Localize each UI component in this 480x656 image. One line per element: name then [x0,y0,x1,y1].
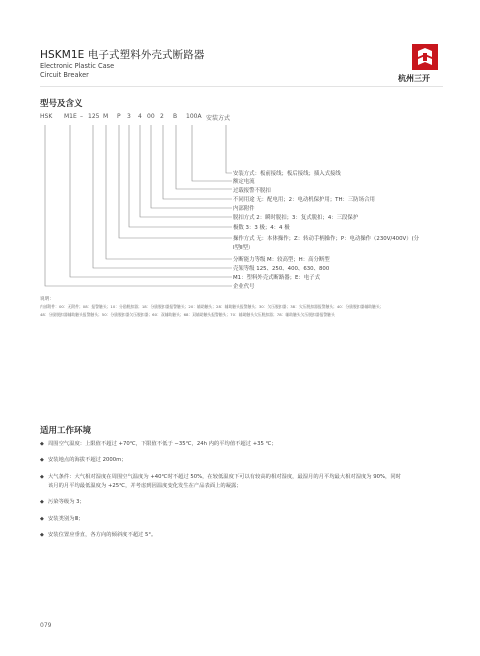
code-part-operation: P [117,113,121,120]
bullet-icon: ◆ [40,515,44,522]
code-part-type: M1E [64,113,77,120]
page-title: HSKM1E 电子式塑料外壳式断路器 [40,49,205,61]
brand-name: 杭州三开 [398,74,430,83]
bullet-icon: ◆ [40,499,44,506]
annotation-install-method: 安装方式：板前接线；板后接线；插入式接线 [233,171,341,177]
code-part-trip: 4 [138,113,142,120]
english-subtitle-line-1: Electronic Plastic Case [40,62,115,70]
code-part-accessory: 00 [147,113,155,120]
annotation-operation-mode-cont: Ⅰ型Ⅱ型） [233,245,254,251]
list-item-text: 安装地点的海拔不超过 2000m； [48,457,127,464]
bullet-icon: ◆ [40,473,44,480]
list-item-text: 安装类别为Ⅲ； [48,515,84,522]
annotation-trip-mode: 脱扣方式 2：瞬时脱扣；3：复式脱扣；4：三段保护 [233,215,359,221]
note-line-1: 内部附件：00：无附件；08：报警触头；10：分励脱扣器；18：分励脱扣器报警触头；20：辅助触头；28：辅助触头报警触头；30：欠压脱扣器；38：欠压脱扣器报警触头；40：分励脱扣器辅助触头； [40,304,384,309]
code-part-usage: 2 [160,113,164,120]
english-subtitle-line-2: Circuit Breaker [40,71,89,79]
list-item [40,515,448,523]
list-item-text: 周围空气温度：上限值不超过 +70℃，下限值不低于 −35℃，24h 内的平均值不超过 +35 ℃； [48,441,277,447]
list-item-text: 该月的月平均最低温度为 +25℃，并考虑到因温度变化发生在产品表面上的凝露； [48,482,242,489]
list-item [40,531,448,539]
model-section-heading: 型号及含义 [40,99,83,109]
list-item [40,473,448,481]
list-item [40,498,448,506]
bullet-icon: ◆ [40,457,44,464]
code-part-current: 100A [186,113,202,120]
annotation-rated-current: 额定电流 [233,179,255,185]
annotation-company-code: 企业代号 [233,284,255,290]
environment-section-heading: 适用工作环境 [40,426,92,436]
bullet-icon: ◆ [40,531,44,538]
list-item [40,440,448,448]
annotation-usage: 不同用途 无：配电用；2：电动机保护用；TH：三防场合用 [233,197,375,203]
annotation-alarm-no-trip: 过载报警不脱扣 [233,188,271,194]
code-part-breaking: M [103,113,109,120]
annotation-breaker-type: M1：塑料外壳式断路器；E：电子式 [233,275,320,281]
bullet-icon: ◆ [40,441,44,447]
list-item-text: 污染等级为 3； [48,499,85,506]
annotation-internal-accessory: 内部附件 [233,206,255,212]
note-line-2: 48：分励脱扣器辅助触头报警触头；50：分励脱扣器欠压脱扣器；60：双辅助触头；68：双辅助触头报警触头；70：辅助触头欠压脱扣器；78：辅助触头欠压脱扣器报警触头 [40,312,335,317]
annotation-poles: 极数 3：3 极；4：4 极 [233,225,290,231]
list-item-continuation [40,482,448,490]
annotation-frame-size: 壳架等级 125、250、400、630、800 [233,266,330,272]
code-part-company: HSK [40,113,53,120]
code-part-dash: – [80,113,83,120]
code-part-alarm: B [173,113,178,120]
note-label: 说明： [40,297,54,302]
list-item [40,456,448,464]
code-part-frame: 125 [88,113,100,120]
environment-list [40,440,448,547]
code-part-install: 安装方式 [206,115,231,122]
annotation-operation-mode: 操作方式 无：本体操作；Z：转动手柄操作；P：电动操作（230V/400V）(分 [233,236,420,242]
list-item-text: 安装位置应垂直，各方向的倾斜度不超过 5°。 [48,531,157,538]
code-part-poles: 3 [127,113,131,120]
annotation-breaking-capacity: 分断能力等级 M：较高型；H：高分断型 [233,257,330,263]
page-number: 079 [40,622,52,629]
list-item-text: 大气条件：大气相对湿度在周围空气温度为 +40℃时不超过 50%，在较低温度下可以有较高的相对湿度，最湿月的月平均最大相对湿度为 90%，同时 [48,473,401,480]
